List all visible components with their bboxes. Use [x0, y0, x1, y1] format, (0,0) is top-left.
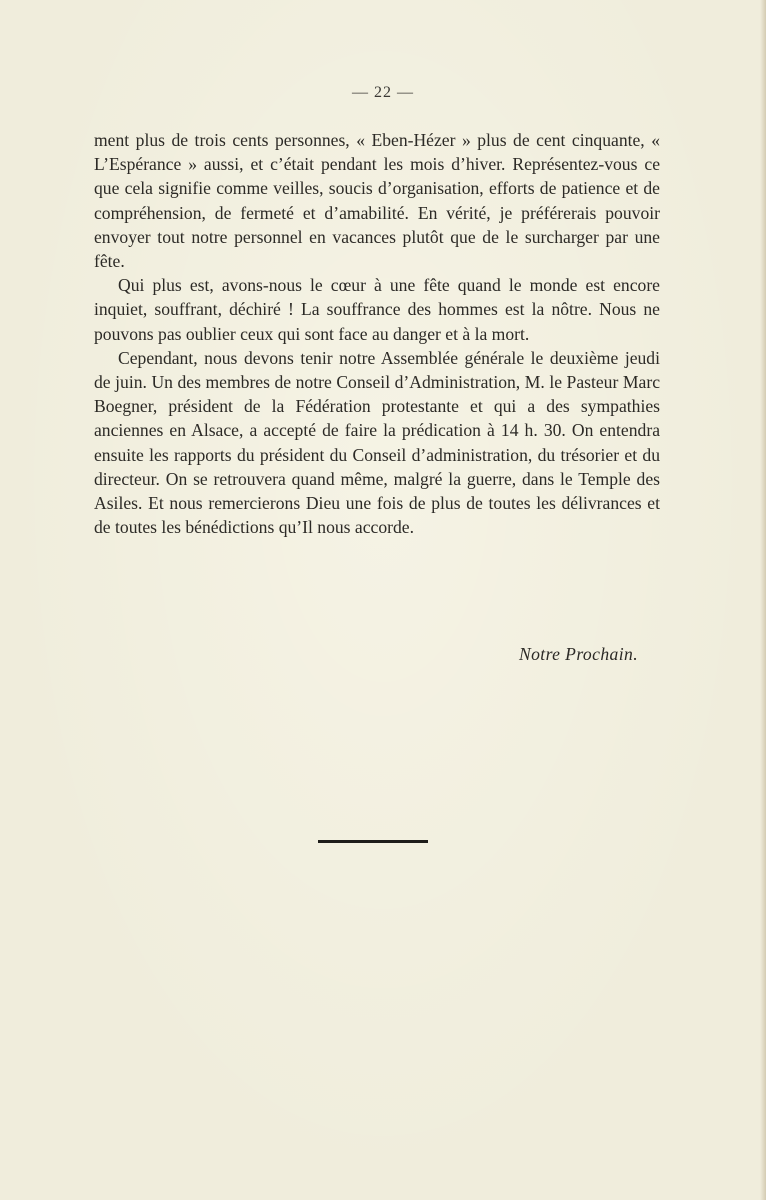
end-rule-divider — [318, 840, 428, 843]
page-edge-shadow — [760, 0, 766, 1200]
paragraph-2: Qui plus est, avons-nous le cœur à une fête quand le monde est encore inquiet, souffrant, déchiré ! La souffrance des hommes est la nôtre. Nous ne pouvons pas oublier ceux qui sont face au danger et à la mort. — [94, 275, 660, 344]
page-number: — 22 — — [352, 84, 414, 101]
paragraph-1: ment plus de trois cents personnes, « Eben-Hézer » plus de cent cinquante, « L’Espérance » aussi, et c’était pendant les mois d’hiver. Représentez-vous ce que cela signifie comme veilles, soucis d’organisation, efforts de patience et de compréhension, de fermeté et d’amabilité. En vérité, je préférerais pouvoir envoyer tout notre personnel en vacances plutôt que de le surcharger par une fête. — [94, 130, 660, 272]
paragraph-3: Cependant, nous devons tenir notre Assemblée générale le deuxième jeudi de juin. Un des membres de notre Conseil d’Administration, M. le Pasteur Marc Boegner, président de la Fédération protestante et qui a des sympathies anciennes en Alsace, a accepté de faire la prédication à 14 h. 30. On entendra ensuite les rapports du président du Conseil d’administration, du trésorier et du directeur. On se retrouvera quand même, malgré la guerre, dans le Temple des Asiles. Et nous remercierons Dieu une fois de plus de toutes les délivrances et de toutes les bénédictions qu’Il nous accorde. — [94, 347, 660, 538]
signature: Notre Prochain. — [518, 644, 638, 664]
body-text — [94, 128, 660, 539]
